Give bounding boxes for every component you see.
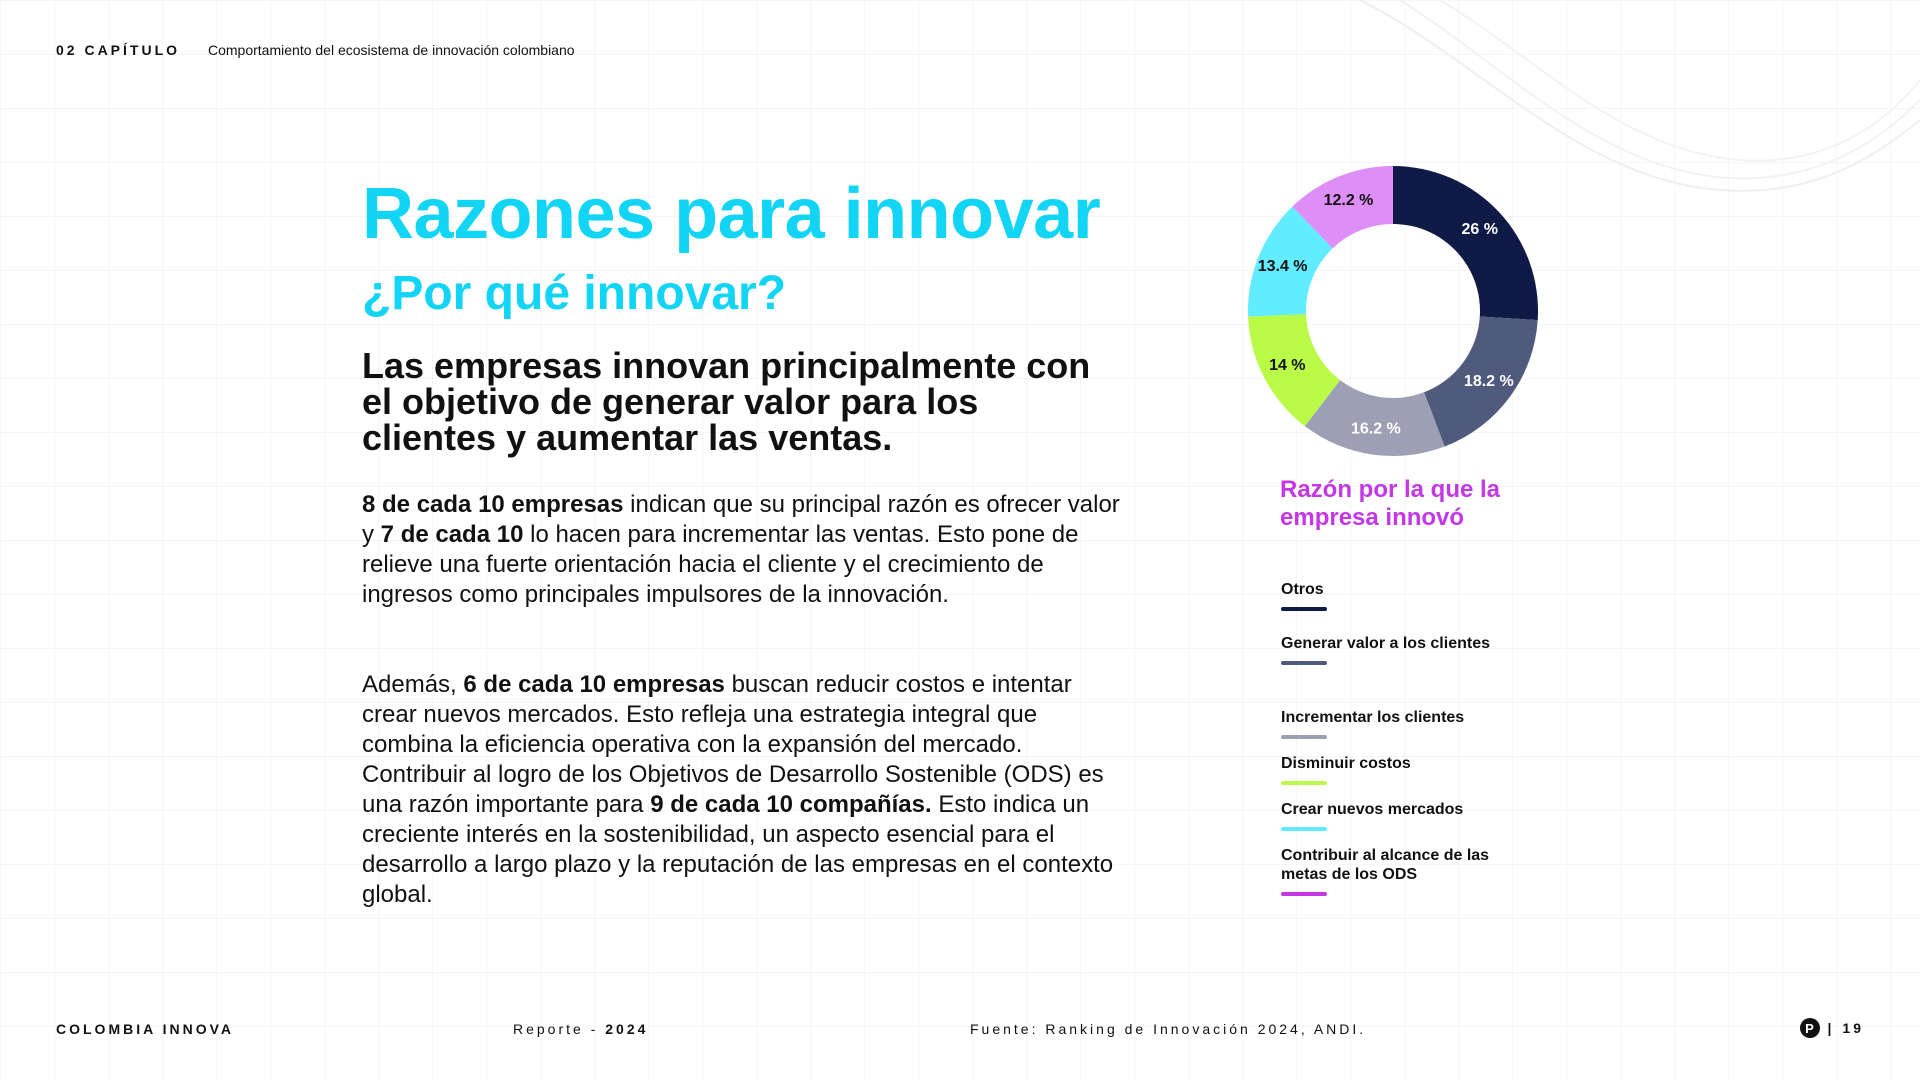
- paragraph2-run-4: Esto indica un creciente interés en la sostenibilidad, un aspecto esencial para el desarrollo a largo plazo y la reputación de las empresas en el contexto global.: [362, 791, 1114, 908]
- lead-paragraph: Las empresas innovan principalmente con el objetivo de generar valor para los clientes y aumentar las ventas.: [362, 345, 1091, 458]
- page-number: 19: [1842, 1020, 1864, 1036]
- legend-label: Generar valor a los clientes: [1281, 635, 1490, 652]
- footer-brand: COLOMBIA INNOVA: [56, 1021, 234, 1037]
- footer-report: [513, 1021, 648, 1037]
- legend-label: Disminuir costos: [1281, 755, 1411, 772]
- donut-slice-label: 14 %: [1269, 357, 1306, 375]
- chapter-title: Comportamiento del ecosistema de innovación colombiano: [208, 42, 575, 58]
- legend-swatch: [1281, 827, 1327, 831]
- legend-swatch: [1281, 607, 1327, 611]
- page-title: Razones para innovar: [362, 174, 1101, 254]
- donut-slice-label: 16.2 %: [1350, 420, 1401, 438]
- donut-slice-label: 13.4 %: [1257, 257, 1308, 275]
- legend-item: [1281, 846, 1521, 896]
- footer-separator: |: [1827, 1020, 1835, 1036]
- paragraph1-run-0: 8 de cada 10 empresas: [362, 491, 624, 518]
- body-paragraph-1: [362, 490, 1122, 610]
- footer-report-year: 2024: [605, 1021, 649, 1037]
- paragraph2-run-0: Además,: [362, 671, 464, 698]
- footer-source: Fuente: Ranking de Innovación 2024, ANDI.: [970, 1021, 1367, 1037]
- donut-slice-label: 18.2 %: [1463, 373, 1514, 391]
- legend-label: Incrementar los clientes: [1281, 709, 1465, 726]
- page-subtitle: ¿Por qué innovar?: [362, 267, 787, 320]
- legend-swatch: [1281, 781, 1327, 785]
- legend-swatch: [1281, 661, 1327, 665]
- chart-title: Razón por la que la empresa innovó: [1280, 476, 1501, 531]
- legend-label: Crear nuevos mercados: [1281, 801, 1464, 818]
- legend-item: [1281, 634, 1521, 665]
- paragraph1-run-2: 7 de cada 10: [380, 521, 524, 548]
- donut-slice-label: 12.2 %: [1323, 192, 1374, 210]
- donut-chart: [1248, 166, 1538, 456]
- chapter-label: 02 CAPÍTULO: [56, 42, 181, 58]
- donut-slice: [1393, 166, 1538, 320]
- paragraph2-run-2: buscan reducir costos e intentar crear nuevos mercados. Esto refleja una estrategia integral que combina la eficiencia operativa con la expansión del mercado. Contribuir al logro de los Objetivos de Desarrollo Sostenible (ODS) es una razón importante para: [362, 671, 1104, 818]
- paragraph1-run-1: indican que su principal razón es ofrecer valor y: [362, 491, 1120, 548]
- body-paragraph-2: [362, 670, 1122, 910]
- legend-label: Contribuir al alcance de las metas de los ODS: [1281, 847, 1490, 883]
- footer-page: [1800, 1018, 1865, 1038]
- paragraph2-run-3: 9 de cada 10 compañías.: [650, 791, 932, 818]
- legend-item: [1281, 708, 1521, 739]
- legend-item: [1281, 580, 1521, 611]
- legend-swatch: [1281, 735, 1327, 739]
- legend-item: [1281, 800, 1521, 831]
- legend-swatch: [1281, 892, 1327, 896]
- donut-slice-label: 26 %: [1461, 221, 1498, 239]
- brand-logo-icon: P: [1800, 1018, 1820, 1038]
- legend-item: [1281, 754, 1521, 785]
- footer-report-label: Reporte -: [513, 1021, 606, 1037]
- paragraph1-run-3: lo hacen para incrementar las ventas. Esto pone de relieve una fuerte orientación hacia el cliente y el crecimiento de ingresos como principales impulsores de la innovación.: [362, 521, 1079, 608]
- paragraph2-run-1: 6 de cada 10 empresas: [463, 671, 725, 698]
- legend-label: Otros: [1281, 581, 1324, 598]
